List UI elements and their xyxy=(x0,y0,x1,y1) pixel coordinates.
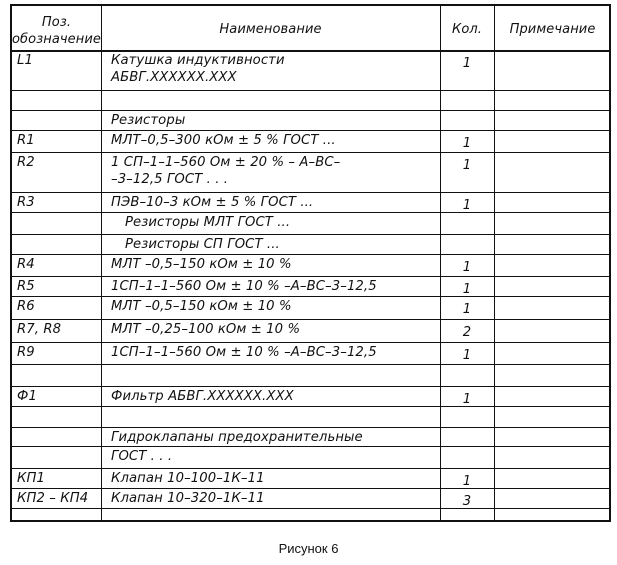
row-divider xyxy=(12,90,609,91)
header-note: Примечание xyxy=(509,22,596,37)
row-divider xyxy=(12,427,609,428)
table-cell-name: МЛТ –0,5–150 кОм ± 10 % xyxy=(111,257,292,272)
table-cell-name: 1СП–1–1–560 Ом ± 10 % –А–ВС–3–12,5 xyxy=(111,279,377,294)
row-divider xyxy=(12,152,609,153)
table-cell-qty: 1 xyxy=(462,348,472,363)
row-divider xyxy=(12,276,609,277)
table-cell-name: МЛТ –0,25–100 кОм ± 10 % xyxy=(111,322,301,337)
table-cell-pos: R4 xyxy=(17,257,35,272)
figure-caption: Рисунок 6 xyxy=(278,541,339,556)
row-divider xyxy=(12,508,609,509)
table-cell-qty: 1 xyxy=(462,474,472,489)
table-cell-qty: 1 xyxy=(462,302,472,317)
row-divider xyxy=(12,296,609,297)
row-divider xyxy=(12,342,609,343)
table-cell-pos: R7, R8 xyxy=(17,322,62,337)
table-cell-name: 1 СП–1–1–560 Ом ± 20 % – А–ВС– xyxy=(111,155,341,170)
table-cell-pos: L1 xyxy=(17,53,33,68)
table-cell-name: ГОСТ . . . xyxy=(111,449,173,464)
table-cell-name: Клапан 10–320–1К–11 xyxy=(111,491,265,506)
table-cell-qty: 1 xyxy=(462,136,472,151)
table-cell-name: МЛТ–0,5–300 кОм ± 5 % ГОСТ ... xyxy=(111,133,336,148)
row-divider xyxy=(12,192,609,193)
row-divider xyxy=(12,406,609,407)
table-cell-name: ПЭВ–10–3 кОм ± 5 % ГОСТ ... xyxy=(111,195,314,210)
header-pos-line1: Поз. xyxy=(41,15,72,30)
table-cell-qty: 1 xyxy=(462,158,472,173)
row-divider xyxy=(12,234,609,235)
row-divider xyxy=(12,110,609,111)
table-cell-name: Резисторы СП ГОСТ ... xyxy=(125,237,280,252)
row-divider xyxy=(12,364,609,365)
table-cell-name: Клапан 10–100–1К–11 xyxy=(111,471,265,486)
table-cell-name: МЛТ –0,5–150 кОм ± 10 % xyxy=(111,299,292,314)
header-divider xyxy=(12,50,609,52)
table-cell-name: Гидроклапаны предохранительные xyxy=(111,430,363,445)
table-cell-name: АБВГ.XXXXXX.XXX xyxy=(111,70,237,85)
table-cell-qty: 1 xyxy=(462,56,472,71)
table-cell-pos: R5 xyxy=(17,279,35,294)
row-divider xyxy=(12,319,609,320)
table-cell-name: –3–12,5 ГОСТ . . . xyxy=(111,172,229,187)
column-divider xyxy=(494,6,495,520)
row-divider xyxy=(12,386,609,387)
row-divider xyxy=(12,130,609,131)
table-cell-name: 1СП–1–1–560 Ом ± 10 % –А–ВС–3–12,5 xyxy=(111,345,377,360)
table-cell-qty: 3 xyxy=(462,494,472,509)
specification-table xyxy=(10,4,611,522)
row-divider xyxy=(12,212,609,213)
table-cell-pos: R1 xyxy=(17,133,35,148)
row-divider xyxy=(12,446,609,447)
table-cell-pos: R6 xyxy=(17,299,35,314)
row-divider xyxy=(12,468,609,469)
header-name: Наименование xyxy=(219,22,322,37)
row-divider xyxy=(12,254,609,255)
table-cell-qty: 1 xyxy=(462,282,472,297)
table-cell-pos: Ф1 xyxy=(17,389,37,404)
table-cell-name: Резисторы xyxy=(111,113,186,128)
table-cell-qty: 1 xyxy=(462,392,472,407)
table-cell-pos: R3 xyxy=(17,195,35,210)
table-cell-qty: 1 xyxy=(462,260,472,275)
table-cell-pos: КП2 – КП4 xyxy=(17,491,89,506)
table-cell-qty: 1 xyxy=(462,198,472,213)
table-cell-pos: R2 xyxy=(17,155,35,170)
header-pos-line2: обозначение xyxy=(12,32,102,47)
table-cell-pos: КП1 xyxy=(17,471,45,486)
table-cell-name: Фильтр АБВГ.XXXXXX.XXX xyxy=(111,389,294,404)
column-divider xyxy=(101,6,102,520)
row-divider xyxy=(12,488,609,489)
table-cell-pos: R9 xyxy=(17,345,35,360)
table-cell-qty: 2 xyxy=(462,325,472,340)
header-qty: Кол. xyxy=(451,22,483,37)
table-cell-name: Резисторы МЛТ ГОСТ ... xyxy=(125,215,291,230)
table-cell-name: Катушка индуктивности xyxy=(111,53,285,68)
